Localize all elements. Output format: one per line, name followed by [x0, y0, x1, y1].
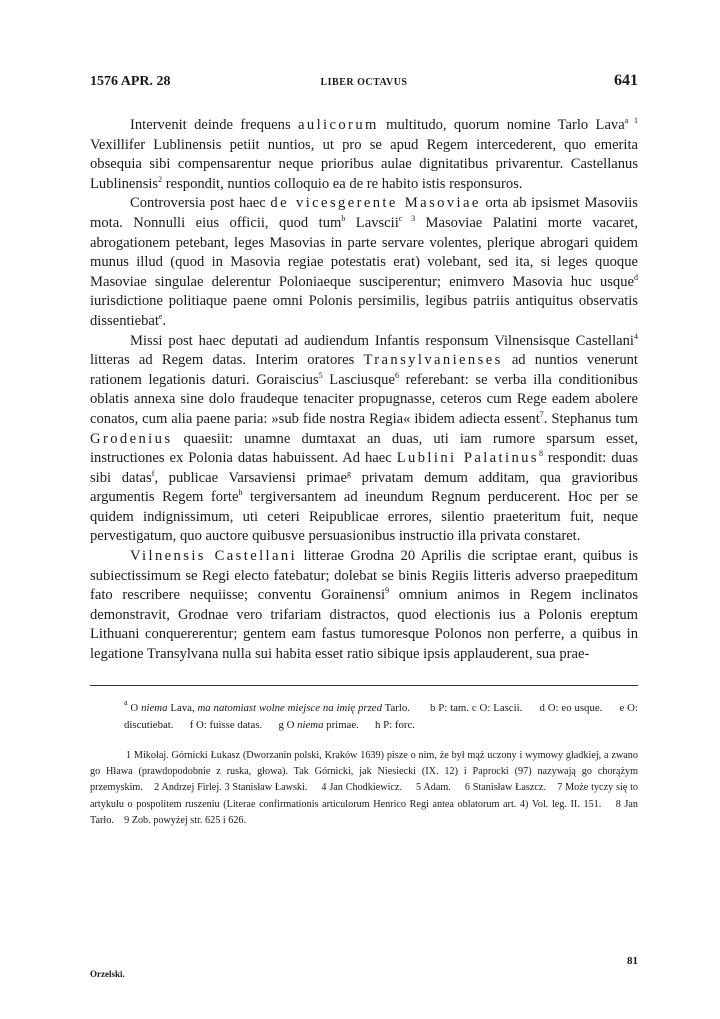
text-run: . — [162, 312, 167, 329]
note-italic: ma natomiast wolne miejsce na imię przed — [197, 701, 382, 714]
spaced-text: de vicesgerente Masoviae — [270, 195, 481, 212]
paragraph-4 — [90, 547, 638, 665]
text-run: respondit, nuntios colloquio ea de re habito istis responsuros. — [162, 175, 523, 192]
text-run: Lasciusque — [322, 371, 395, 388]
footnote-ref: e — [158, 311, 163, 321]
text-run: litteras ad Regem datas. Interim oratores — [90, 352, 364, 369]
footnote-ref: 5 — [318, 370, 323, 380]
note-text: 7 Może tyczy się to artykułu o pospolitem ruszeniu (Literae confirmationis articulorum Henrico Regi antea oblatorum art. 4) Vol. leg. II. 151. — [90, 782, 639, 810]
text-run: iurisdictione politiaque paene omni Polonis persimilis, legibus patriis antiquitus observatis dissentiebat — [90, 293, 638, 329]
note-text: c O: Lascii. — [471, 701, 523, 714]
paragraph-3 — [90, 332, 638, 548]
text-run: Controversia post haec — [130, 195, 271, 212]
textual-notes — [90, 697, 638, 734]
text-run: omnium animos in Regem inclinatos demonstravit, Grodnae vero trifariam distractos, quod electionis ius a Polonis ereptum Lithuani conquererentur; gentem eam fastus tumoresque Polonos non perferre, a quibus in legatione Transylvana nulla sui habita esset ratio sibique ipsis applauderent, sua prae- — [90, 587, 638, 663]
note-text: Tarlo. — [381, 701, 410, 714]
note-mark: a — [124, 697, 128, 707]
text-run: referebant: se verba illa conditionibus oblatis annexa sine dolo fraudeque tenaciter propugnasse, ceteros cum Rege eadem abolere conatos, cum alia paene paria: »sub fide nostra Regia« ibidem adiecta essent — [90, 371, 638, 427]
text-run: Intervenit deinde frequens — [130, 117, 298, 133]
sheet-signature-number: 81 — [627, 955, 638, 967]
text-run: multitudo, quorum nomine Tarlo Lava — [378, 117, 625, 133]
note-text: h P: forc. — [375, 718, 415, 731]
spaced-text: aulicorum — [298, 117, 379, 133]
spaced-text: Grodenius — [90, 430, 173, 447]
paragraph-2 — [90, 194, 638, 331]
text-run: Missi post haec deputati ad audiendum Infantis responsum Vilnensisque Castellani — [130, 332, 634, 349]
note-text: 2 Andrzej Firlej. — [154, 782, 222, 794]
text-run: respondit: duas sibi datas — [90, 450, 638, 486]
footnote-ref: a 1 — [624, 116, 638, 125]
note-text: primae. — [323, 718, 359, 731]
text-run: , publicae Varsaviensi primae — [154, 469, 347, 486]
footnote-ref: 7 — [539, 409, 544, 419]
note-text: g O — [278, 718, 298, 731]
note-italic: niema — [141, 701, 168, 714]
header-book-title: LIBER OCTAVUS — [320, 77, 408, 88]
text-run: orta ab ipsismet Masoviis mota. Nonnulli eius officii, quod tum — [90, 195, 638, 231]
text-run: litterae Grodna 20 Aprilis die scriptae erant, quibus is subiectissimum se Regi electo fatebatur; dolebat se binis Regiis litteris adverso praepeditum fato rescribere nequiisse; conventu Gorainensi — [90, 548, 638, 604]
running-header — [90, 70, 638, 94]
footnote-ref: 6 — [394, 370, 399, 380]
header-date: 1576 APR. 28 — [90, 74, 171, 89]
note-text: b P: tam. — [430, 701, 470, 714]
spaced-text: Transylvanienses — [363, 352, 503, 369]
footnote-ref: 9 — [385, 586, 390, 596]
explanatory-notes — [90, 748, 638, 830]
note-text: 8 Jan Tarło. — [90, 798, 638, 827]
text-run: . Stephanus tum — [543, 410, 638, 427]
spaced-text: Vilnensis Castellani — [130, 548, 298, 565]
spaced-text: Lublini Palatinus — [396, 450, 539, 467]
main-text — [90, 116, 638, 665]
text-run: privatam demum additam, qua gravioribus argumentis Regem forte — [90, 469, 638, 506]
footnote-ref: 2 — [158, 174, 163, 184]
note-text: 9 Zob. powyżej str. 625 i 626. — [124, 815, 247, 827]
text-run: tergiversantem ad ineundum Regnum perducerent. Hoc per se quidem indignissimum, uti ceteri Reipublicae errores, silentio praeteritum fuit, neque pervestigatum, quo auctore quibusve persuasionibus instructio illa privata constaret. — [90, 489, 639, 545]
page — [90, 70, 638, 830]
sheet-signature-name: Orzelski. — [90, 969, 125, 979]
footnote-divider — [90, 685, 638, 686]
note-text: Lava, — [167, 701, 198, 714]
note-text: 6 Stanisław Łaszcz. — [464, 782, 546, 794]
text-run: Vexillifer Lublinensis petiit nuntios, ut pro se apud Regem intercederent, quo emerita obsequia sibi compensarentur neque prioribus aulae dignitatibus privarentur. Castellanus Lublinensis — [90, 136, 638, 192]
text-run: ad nuntios venerunt rationem legationis daturi. Goraiscius — [90, 352, 638, 388]
note-text: 4 Jan Chodkiewicz. — [321, 782, 403, 794]
footnote-ref: f — [151, 468, 155, 478]
text-run: quaesiit: unamne dumtaxat an duas, uti iam rumore sparsum esset, instructiones ex Polonia datas habuissent. Ad haec — [90, 430, 638, 467]
footnote-ref: b — [341, 213, 346, 223]
note-text: O — [127, 701, 142, 714]
footnote-ref: g — [346, 468, 351, 478]
note-paragraph — [90, 748, 638, 830]
note-italic: niema — [297, 718, 324, 731]
note-text: 5 Adam. — [416, 782, 451, 794]
note-text: 1 Mikołaj. Górnicki Łukasz (Dworzanin polski, Kraków 1639) pisze o nim, że był mąż uczony i wymowy gładkiej, a zwano go Hława (prawdopodobnie z ruska, głowa). Tak Górnicki, jak Niesiecki (IX. 12) i Paprocki (97) nazywają go chorążym przemyskim. — [90, 749, 638, 794]
note-text: e O: discutiebat. — [124, 701, 638, 731]
note-text: d O: eo usque. — [539, 701, 603, 714]
footnote-ref: 4 — [634, 331, 638, 341]
paragraph-1 — [90, 116, 638, 194]
text-run: Masoviae Palatini morte vacaret, abrogationem petebant, leges Masovias in parte servare volentes, plerique abrogari quidem munus illud (quod in Masovia regiae potestatis erat) volebant, sed ita, si leges quoque Masoviae singulae delerentur Poloniaeque susciperentur; enimvero Masovia huc usque — [90, 214, 638, 290]
note-text: 3 Stanisław Ławski. — [224, 782, 308, 794]
footnote-ref: h — [238, 488, 243, 498]
text-run: Lavscii — [345, 214, 399, 231]
page-number: 641 — [614, 72, 638, 89]
footnote-ref: d — [634, 272, 638, 282]
footnote-ref: 8 — [538, 449, 543, 459]
footnote-ref: c 3 — [398, 213, 416, 223]
note-text: f O: fuisse datas. — [189, 718, 263, 731]
